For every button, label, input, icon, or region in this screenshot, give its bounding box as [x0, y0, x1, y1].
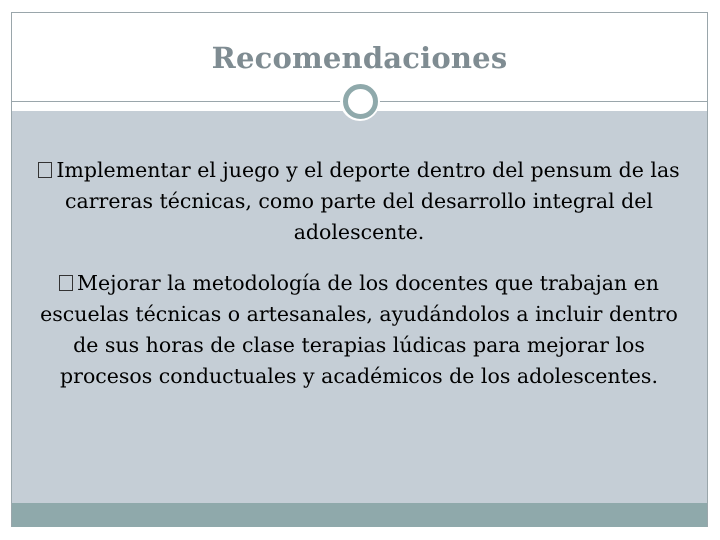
bullet-list — [26, 155, 692, 412]
bullet-text: Implementar el juego y el deporte dentro del pensum de las carreras técnicas, como parte del desarrollo integral del adolescente. — [56, 158, 680, 244]
missing-glyph-box-icon — [59, 275, 73, 291]
bullet-text: Mejorar la metodología de los docentes que trabajan en escuelas técnicas o artesanales, ayudándolos a incluir dentro de sus horas de clase terapias lúdicas para mejorar los procesos conductuales y académicos de los adolescentes. — [40, 271, 678, 388]
slide-title: Recomendaciones — [211, 41, 508, 75]
bullet-item-1 — [26, 155, 692, 248]
missing-glyph-box-icon — [38, 162, 52, 178]
circle-ring-inner — [343, 84, 378, 119]
footer-bar — [12, 503, 707, 527]
bullet-item-2 — [26, 268, 692, 392]
